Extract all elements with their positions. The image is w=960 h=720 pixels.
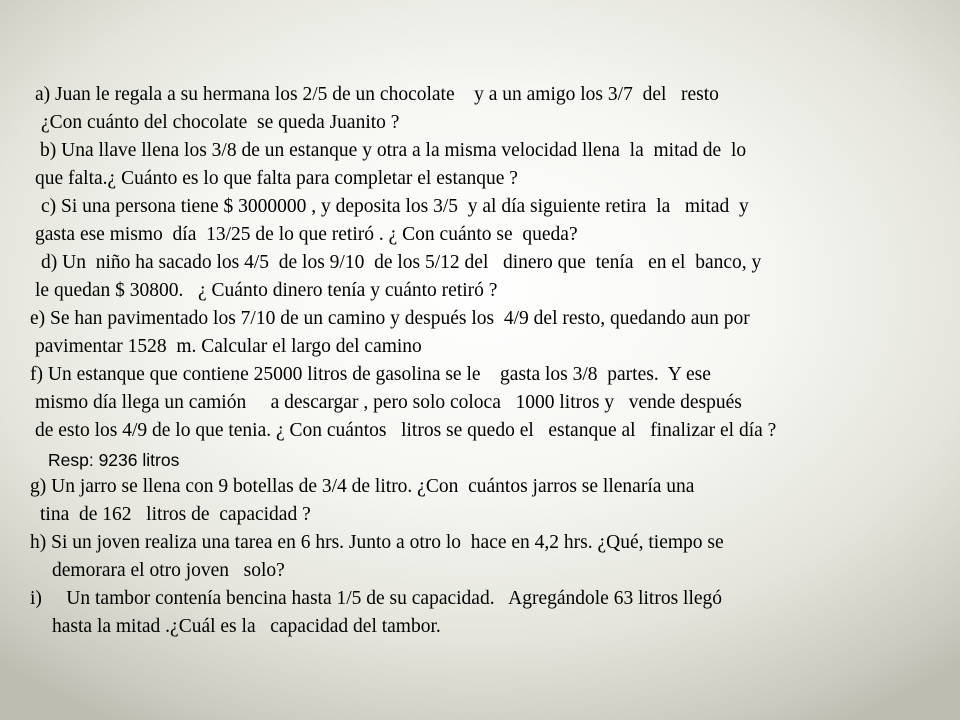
problem-g-line-2: tina de 162 litros de capacidad ? [40,504,311,525]
problem-f-answer: Resp: 9236 litros [48,450,180,470]
problem-i-line-2: hasta la mitad .¿Cuál es la capacidad del tambor. [52,616,441,637]
problem-b-line-1: b) Una llave llena los 3/8 de un estanque y otra a la misma velocidad llena la mitad de lo [40,140,747,161]
problem-e-line-2: pavimentar 1528 m. Calcular el largo del camino [35,336,422,357]
problem-f-line-3: de esto los 4/9 de lo que tenia. ¿ Con cuántos litros se quedo el estanque al finalizar el día ? [35,420,777,441]
problem-c-line-1: c) Si una persona tiene $ 3000000 , y deposita los 3/5 y al día siguiente retira la mitad y [41,196,749,217]
problem-h-line-1: h) Si un joven realiza una tarea en 6 hrs. Junto a otro lo hace en 4,2 hrs. ¿Qué, tiempo se [30,532,724,553]
problem-d-line-1: d) Un niño ha sacado los 4/5 de los 9/10 de los 5/12 del dinero que tenía en el banco, y [41,252,762,273]
problem-a-line-2: ¿Con cuánto del chocolate se queda Juanito ? [41,112,400,133]
problem-h-line-2: demorara el otro joven solo? [52,560,285,581]
problem-e-line-1: e) Se han pavimentado los 7/10 de un camino y después los 4/9 del resto, quedando aun por [30,308,750,329]
problem-g-line-1: g) Un jarro se llena con 9 botellas de 3/4 de litro. ¿Con cuántos jarros se llenaría una [30,476,695,497]
problem-d-line-2: le quedan $ 30800. ¿ Cuánto dinero tenía y cuánto retiró ? [35,280,498,301]
problem-a-line-1: a) Juan le regala a su hermana los 2/5 de un chocolate y a un amigo los 3/7 del resto [35,84,719,105]
problem-c-line-2: gasta ese mismo día 13/25 de lo que retiró . ¿ Con cuánto se queda? [35,224,578,245]
problem-f-line-1: f) Un estanque que contiene 25000 litros de gasolina se le gasta los 3/8 partes. Y ese [30,364,711,385]
problem-i-line-1: i) Un tambor contenía bencina hasta 1/5 de su capacidad. Agregándole 63 litros llegó [30,588,723,609]
problem-f-line-2: mismo día llega un camión a descargar , pero solo coloca 1000 litros y vende después [35,392,742,413]
problem-b-line-2: que falta.¿ Cuánto es lo que falta para completar el estanque ? [35,168,518,189]
